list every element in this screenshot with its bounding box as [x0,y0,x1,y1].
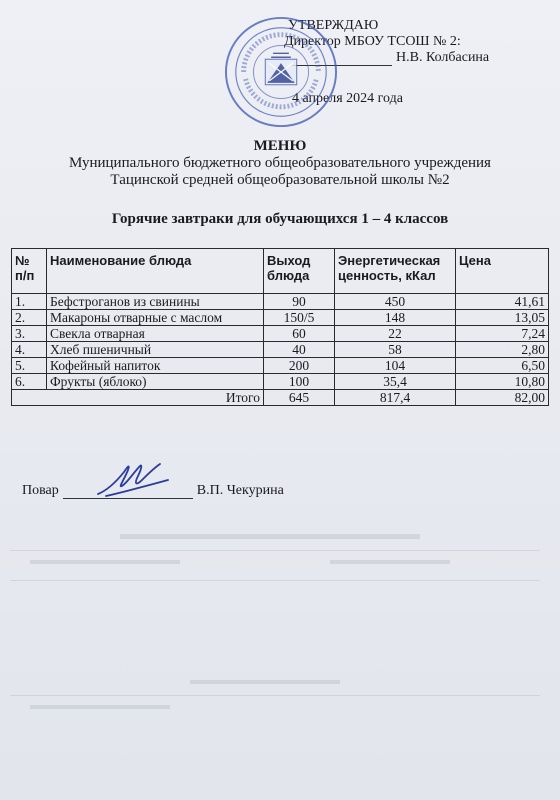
row-number: 4. [12,342,47,358]
row-number: 1. [12,294,47,310]
row-dish-name: Макароны отварные с маслом [47,310,264,326]
menu-title: МЕНЮ [253,138,307,154]
row-number: 5. [12,358,47,374]
row-dish-name: Свекла отварная [47,326,264,342]
total-price: 82,00 [456,390,549,406]
row-price: 10,80 [456,374,549,390]
table-row [12,326,549,342]
table-row [12,374,549,390]
row-energy: 22 [335,326,456,342]
row-energy: 148 [335,310,456,326]
cook-name: В.П. Чекурина [196,483,284,498]
row-output: 200 [264,358,335,374]
header-energy: Энергетическая ценность, кКал [335,249,456,294]
table-row [12,358,549,374]
row-energy: 104 [335,358,456,374]
row-price: 13,05 [456,310,549,326]
cook-handwritten-signature [94,460,172,500]
header-dish-name: Наименование блюда [47,249,264,294]
director-name: Н.В. Колбасина [396,50,490,65]
approval-date: 4 апреля 2024 года [292,91,403,106]
table-row [12,310,549,326]
row-price: 6,50 [456,358,549,374]
row-dish-name: Фрукты (яблоко) [47,374,264,390]
approve-label: УТВЕРЖДАЮ [288,18,379,33]
row-output: 40 [264,342,335,358]
row-output: 150/5 [264,310,335,326]
table-row [12,294,549,310]
total-energy: 817,4 [335,390,456,406]
menu-subtitle: Горячие завтраки для обучающихся 1 – 4 классов [111,211,449,227]
organization-line-2: Тацинской средней общеобразовательной школы №2 [110,172,450,188]
school-seal-stamp [222,14,340,130]
organization-line-1: Муниципального бюджетного общеобразовательного учреждения [69,155,491,171]
bleed-through-shadow [0,520,560,800]
table-row [12,342,549,358]
row-energy: 450 [335,294,456,310]
table-header-row [12,249,549,294]
menu-table [11,248,549,406]
row-number: 2. [12,310,47,326]
header-number: № п/п [12,249,47,294]
total-label: Итого [12,390,264,406]
row-price: 7,24 [456,326,549,342]
header-price: Цена [456,249,549,294]
row-output: 90 [264,294,335,310]
row-energy: 58 [335,342,456,358]
table-total-row [12,390,549,406]
row-price: 41,61 [456,294,549,310]
row-number: 3. [12,326,47,342]
row-dish-name: Кофейный напиток [47,358,264,374]
row-output: 100 [264,374,335,390]
row-number: 6. [12,374,47,390]
row-output: 60 [264,326,335,342]
director-title: Директор МБОУ ТСОШ № 2: [284,34,461,49]
cook-label: Повар [22,483,59,498]
total-output: 645 [264,390,335,406]
row-dish-name: Хлеб пшеничный [47,342,264,358]
row-energy: 35,4 [335,374,456,390]
header-output: Выход блюда [264,249,335,294]
row-dish-name: Бефстроганов из свинины [47,294,264,310]
row-price: 2,80 [456,342,549,358]
